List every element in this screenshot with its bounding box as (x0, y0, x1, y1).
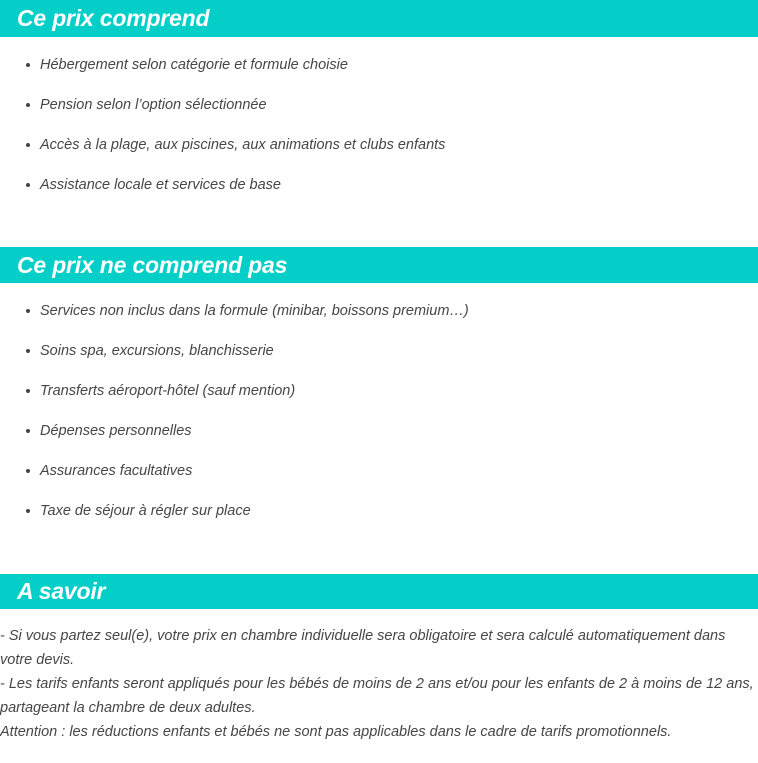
notice-paragraph: - Les tarifs enfants seront appliqués pour les bébés de moins de 2 ans et/ou pour les enfants de 2 à moins de 12 ans, partageant la chambre de deux adultes. (0, 676, 754, 716)
list-item-label: Taxe de séjour à régler sur place (40, 503, 251, 519)
section-header-excluded (0, 247, 758, 283)
list-item (0, 291, 758, 331)
list-item (0, 45, 758, 85)
list-item (0, 491, 758, 531)
section-header-included (0, 0, 758, 37)
list-item (0, 85, 758, 125)
included-list (0, 37, 758, 205)
list-item (0, 125, 758, 165)
section-title-notice: A savoir (17, 578, 106, 604)
list-item (0, 331, 758, 371)
list-item (0, 371, 758, 411)
list-item-label: Services non inclus dans la formule (minibar, boissons premium…) (40, 303, 469, 319)
notice-body (0, 624, 758, 744)
list-item-label: Assurances facultatives (40, 463, 193, 479)
notice-paragraph: - Si vous partez seul(e), votre prix en chambre individuelle sera obligatoire et sera calculé automatiquement dans votre devis. (0, 628, 726, 668)
list-item (0, 451, 758, 491)
section-title-included: Ce prix comprend (17, 5, 210, 31)
list-item-label: Assistance locale et services de base (40, 177, 281, 193)
section-spacer (0, 205, 758, 247)
notice-spacer (0, 609, 758, 624)
section-spacer (0, 531, 758, 574)
section-title-excluded: Ce prix ne comprend pas (17, 251, 288, 278)
list-item (0, 165, 758, 205)
section-header-notice (0, 574, 758, 609)
list-item-label: Pension selon l’option sélectionnée (40, 97, 267, 113)
list-item-label: Dépenses personnelles (40, 423, 192, 439)
list-item-label: Hébergement selon catégorie et formule choisie (40, 57, 348, 73)
list-item-label: Accès à la plage, aux piscines, aux animations et clubs enfants (40, 137, 446, 153)
excluded-list (0, 283, 758, 531)
list-item (0, 411, 758, 451)
list-item-label: Transferts aéroport-hôtel (sauf mention) (40, 383, 296, 399)
notice-paragraph: Attention : les réductions enfants et bébés ne sont pas applicables dans le cadre de tarifs promotionnels. (0, 724, 672, 740)
list-item-label: Soins spa, excursions, blanchisserie (40, 343, 274, 359)
